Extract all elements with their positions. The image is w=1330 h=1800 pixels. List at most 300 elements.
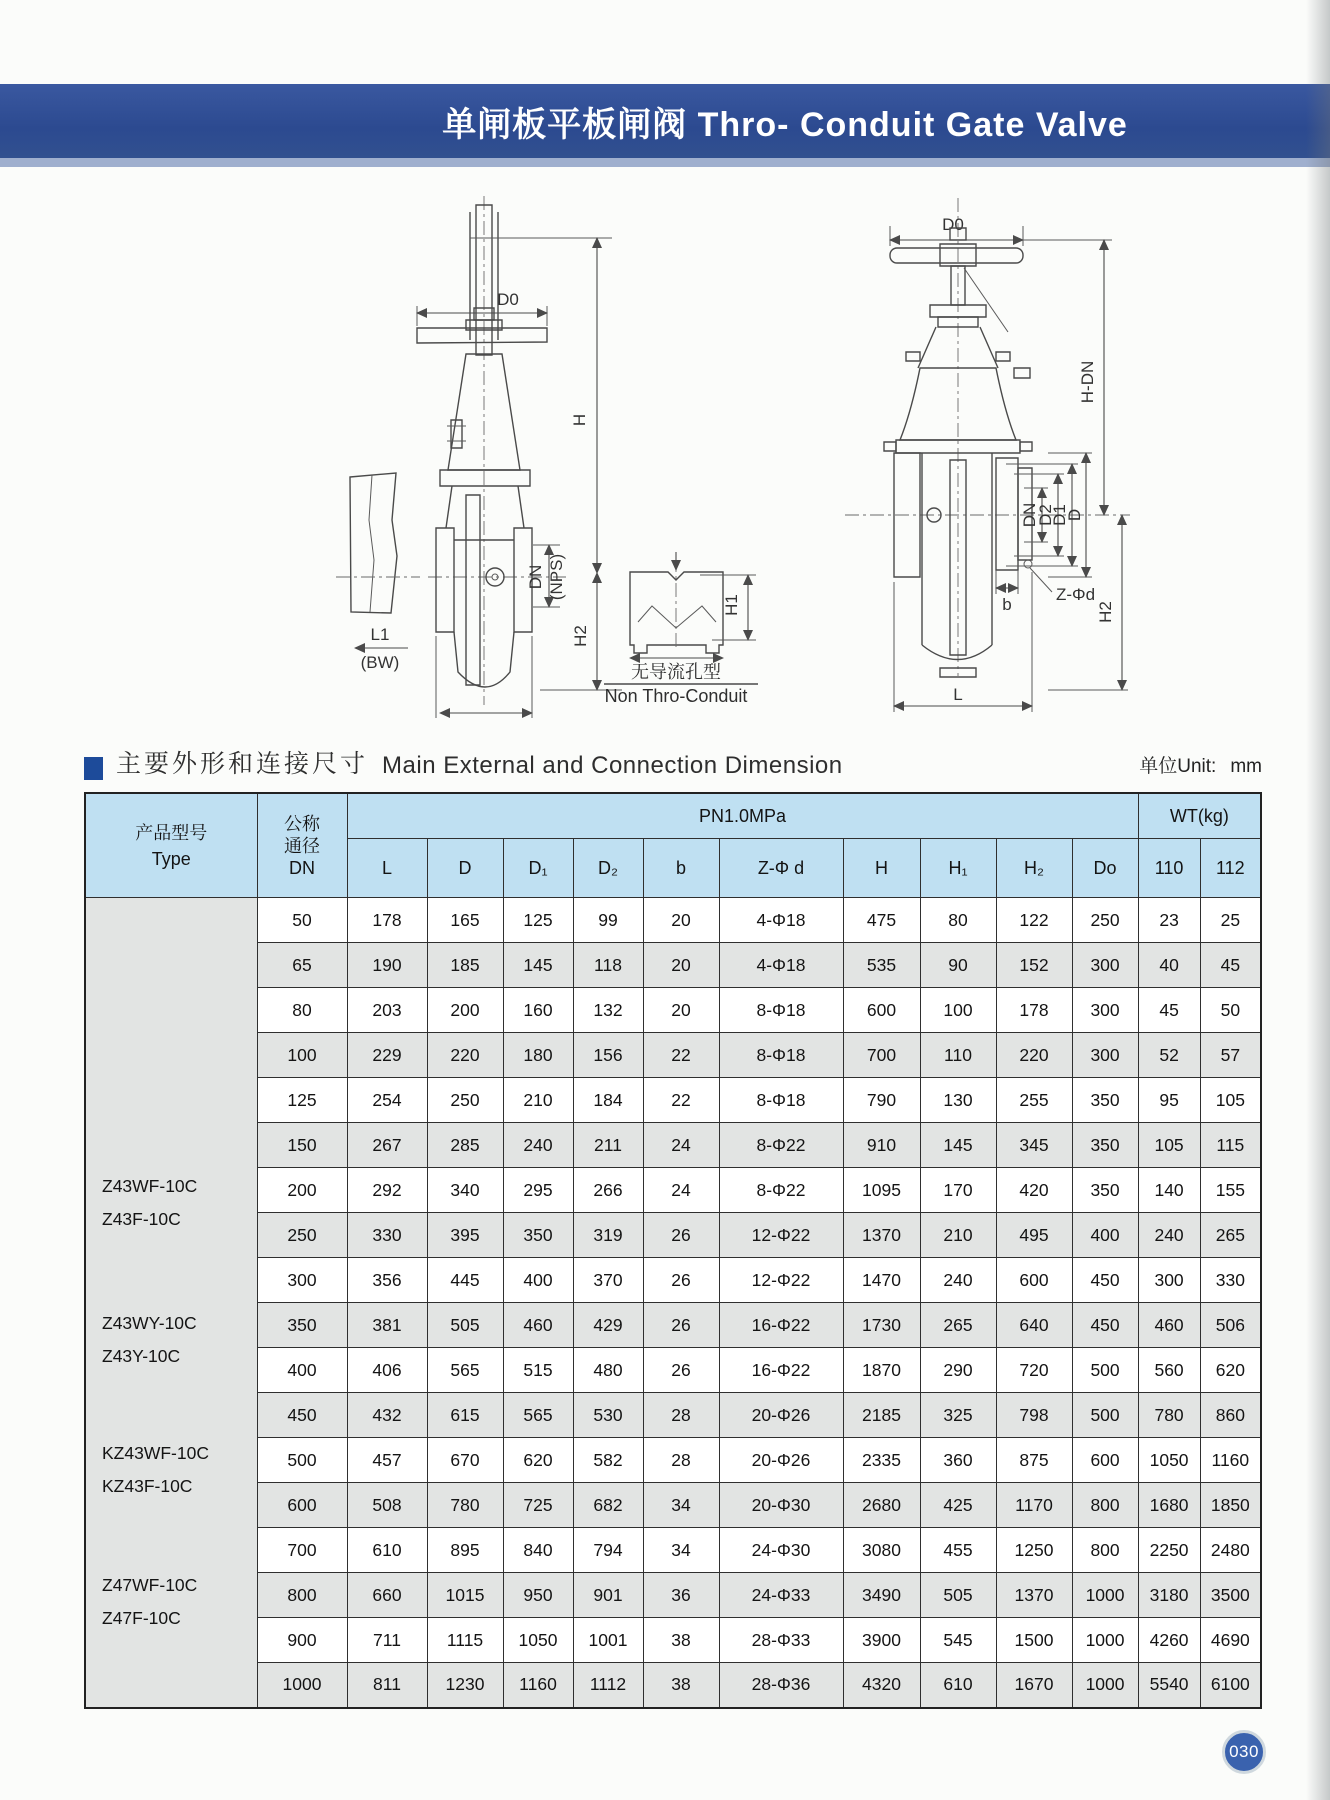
value-cell: 1670 bbox=[996, 1663, 1072, 1708]
value-cell: 290 bbox=[920, 1348, 996, 1393]
value-cell: 122 bbox=[996, 898, 1072, 943]
unit-note bbox=[1139, 751, 1262, 780]
value-cell: 515 bbox=[503, 1348, 573, 1393]
value-cell: 875 bbox=[996, 1438, 1072, 1483]
section-heading bbox=[84, 744, 1262, 780]
value-cell: 910 bbox=[843, 1123, 920, 1168]
left-valve-drawing bbox=[336, 196, 758, 718]
value-cell: 45 bbox=[1138, 988, 1200, 1033]
value-cell: 4-Φ18 bbox=[719, 898, 843, 943]
value-cell: 800 bbox=[1072, 1483, 1138, 1528]
value-cell: 300 bbox=[1138, 1258, 1200, 1303]
value-cell: 350 bbox=[1072, 1168, 1138, 1213]
value-cell: 300 bbox=[1072, 943, 1138, 988]
value-cell: 2480 bbox=[1200, 1528, 1261, 1573]
value-cell: 28 bbox=[643, 1393, 719, 1438]
dn-cell: 350 bbox=[257, 1303, 347, 1348]
value-cell: 20 bbox=[643, 943, 719, 988]
value-cell: 615 bbox=[427, 1393, 503, 1438]
value-cell: 45 bbox=[1200, 943, 1261, 988]
value-cell: 156 bbox=[573, 1033, 643, 1078]
value-cell: 95 bbox=[1138, 1078, 1200, 1123]
dn-cell: 150 bbox=[257, 1123, 347, 1168]
type-label: Z43WF-10C bbox=[102, 1176, 198, 1196]
value-cell: 500 bbox=[1072, 1393, 1138, 1438]
value-cell: 560 bbox=[1138, 1348, 1200, 1393]
table-row bbox=[85, 1348, 1261, 1393]
table-row bbox=[85, 898, 1261, 943]
value-cell: 1115 bbox=[427, 1618, 503, 1663]
value-cell: 267 bbox=[347, 1123, 427, 1168]
header-wt-group: WT(kg) bbox=[1138, 793, 1261, 839]
dn-cell: 80 bbox=[257, 988, 347, 1033]
value-cell: 125 bbox=[503, 898, 573, 943]
dn-cell: 300 bbox=[257, 1258, 347, 1303]
header-type-zh: 产品型号 bbox=[135, 822, 208, 843]
value-cell: 203 bbox=[347, 988, 427, 1033]
value-cell: 165 bbox=[427, 898, 503, 943]
type-group bbox=[102, 1569, 197, 1635]
value-cell: 185 bbox=[427, 943, 503, 988]
value-cell: 2185 bbox=[843, 1393, 920, 1438]
value-cell: 1370 bbox=[996, 1573, 1072, 1618]
table-body bbox=[85, 898, 1261, 1708]
value-cell: 200 bbox=[427, 988, 503, 1033]
section-title-zh: 主要外形和连接尺寸 bbox=[116, 750, 369, 778]
title-banner bbox=[0, 84, 1330, 158]
value-cell: 460 bbox=[1138, 1303, 1200, 1348]
value-cell: 24 bbox=[643, 1168, 719, 1213]
value-cell: 811 bbox=[347, 1663, 427, 1708]
value-cell: 52 bbox=[1138, 1033, 1200, 1078]
value-cell: 6100 bbox=[1200, 1663, 1261, 1708]
value-cell: 600 bbox=[843, 988, 920, 1033]
value-cell: 445 bbox=[427, 1258, 503, 1303]
value-cell: 38 bbox=[643, 1663, 719, 1708]
value-cell: 250 bbox=[1072, 898, 1138, 943]
value-cell: 670 bbox=[427, 1438, 503, 1483]
value-cell: 330 bbox=[347, 1213, 427, 1258]
value-cell: 475 bbox=[843, 898, 920, 943]
value-cell: 1230 bbox=[427, 1663, 503, 1708]
value-cell: 8-Φ22 bbox=[719, 1123, 843, 1168]
page-number-badge: 030 bbox=[1222, 1730, 1266, 1774]
value-cell: 8-Φ18 bbox=[719, 1078, 843, 1123]
value-cell: 1001 bbox=[573, 1618, 643, 1663]
scan-edge-shading bbox=[1306, 0, 1330, 1800]
value-cell: 1470 bbox=[843, 1258, 920, 1303]
type-group bbox=[102, 1437, 209, 1503]
section-bullet-icon bbox=[84, 757, 103, 780]
value-cell: 1680 bbox=[1138, 1483, 1200, 1528]
unit-label: 单位Unit: bbox=[1139, 756, 1217, 777]
value-cell: 110 bbox=[920, 1033, 996, 1078]
value-cell: 420 bbox=[996, 1168, 1072, 1213]
value-cell: 178 bbox=[996, 988, 1072, 1033]
value-cell: 425 bbox=[920, 1483, 996, 1528]
value-cell: 535 bbox=[843, 943, 920, 988]
dn-cell: 100 bbox=[257, 1033, 347, 1078]
header-pn-group: PN1.0MPa bbox=[347, 793, 1138, 839]
value-cell: 155 bbox=[1200, 1168, 1261, 1213]
value-cell: 140 bbox=[1138, 1168, 1200, 1213]
value-cell: 1370 bbox=[843, 1213, 920, 1258]
value-cell: 118 bbox=[573, 943, 643, 988]
value-cell: 8-Φ22 bbox=[719, 1168, 843, 1213]
value-cell: 450 bbox=[1072, 1303, 1138, 1348]
value-cell: 254 bbox=[347, 1078, 427, 1123]
header-col-D: D bbox=[427, 839, 503, 898]
value-cell: 1170 bbox=[996, 1483, 1072, 1528]
value-cell: 798 bbox=[996, 1393, 1072, 1438]
left-dim-nps-label: (NPS) bbox=[547, 553, 566, 601]
value-cell: 530 bbox=[573, 1393, 643, 1438]
value-cell: 240 bbox=[503, 1123, 573, 1168]
value-cell: 50 bbox=[1200, 988, 1261, 1033]
header-dn-line3: DN bbox=[289, 857, 315, 878]
value-cell: 682 bbox=[573, 1483, 643, 1528]
value-cell: 3490 bbox=[843, 1573, 920, 1618]
value-cell: 360 bbox=[920, 1438, 996, 1483]
value-cell: 370 bbox=[573, 1258, 643, 1303]
value-cell: 1015 bbox=[427, 1573, 503, 1618]
value-cell: 620 bbox=[503, 1438, 573, 1483]
value-cell: 1850 bbox=[1200, 1483, 1261, 1528]
value-cell: 780 bbox=[427, 1483, 503, 1528]
value-cell: 640 bbox=[996, 1303, 1072, 1348]
value-cell: 3080 bbox=[843, 1528, 920, 1573]
value-cell: 450 bbox=[1072, 1258, 1138, 1303]
value-cell: 1000 bbox=[1072, 1573, 1138, 1618]
value-cell: 26 bbox=[643, 1258, 719, 1303]
left-dim-d0-label: D0 bbox=[497, 290, 519, 309]
value-cell: 105 bbox=[1138, 1123, 1200, 1168]
right-dim-d0-label: D0 bbox=[942, 215, 964, 234]
value-cell: 610 bbox=[347, 1528, 427, 1573]
right-dim-d-label: D bbox=[1065, 508, 1084, 522]
value-cell: 4260 bbox=[1138, 1618, 1200, 1663]
right-dim-h2-label: H2 bbox=[1096, 601, 1115, 623]
dn-cell: 600 bbox=[257, 1483, 347, 1528]
header-type bbox=[85, 793, 257, 898]
header-col-b: b bbox=[643, 839, 719, 898]
value-cell: 725 bbox=[503, 1483, 573, 1528]
value-cell: 794 bbox=[573, 1528, 643, 1573]
value-cell: 80 bbox=[920, 898, 996, 943]
value-cell: 1730 bbox=[843, 1303, 920, 1348]
value-cell: 3500 bbox=[1200, 1573, 1261, 1618]
value-cell: 429 bbox=[573, 1303, 643, 1348]
value-cell: 229 bbox=[347, 1033, 427, 1078]
table-row bbox=[85, 1483, 1261, 1528]
value-cell: 22 bbox=[643, 1078, 719, 1123]
right-dim-dn-label: DN bbox=[1020, 502, 1039, 528]
value-cell: 1050 bbox=[503, 1618, 573, 1663]
value-cell: 23 bbox=[1138, 898, 1200, 943]
dn-cell: 800 bbox=[257, 1573, 347, 1618]
value-cell: 1870 bbox=[843, 1348, 920, 1393]
value-cell: 12-Φ22 bbox=[719, 1213, 843, 1258]
value-cell: 250 bbox=[427, 1078, 503, 1123]
table-row bbox=[85, 1618, 1261, 1663]
value-cell: 400 bbox=[1072, 1213, 1138, 1258]
value-cell: 460 bbox=[503, 1303, 573, 1348]
header-col-H1: H₁ bbox=[920, 839, 996, 898]
value-cell: 600 bbox=[1072, 1438, 1138, 1483]
type-label: Z43WY-10C bbox=[102, 1313, 197, 1333]
insert-caption-en: Non Thro-Conduit bbox=[604, 686, 748, 706]
value-cell: 20 bbox=[643, 898, 719, 943]
value-cell: 145 bbox=[503, 943, 573, 988]
value-cell: 16-Φ22 bbox=[719, 1303, 843, 1348]
value-cell: 115 bbox=[1200, 1123, 1261, 1168]
value-cell: 184 bbox=[573, 1078, 643, 1123]
value-cell: 211 bbox=[573, 1123, 643, 1168]
value-cell: 901 bbox=[573, 1573, 643, 1618]
value-cell: 28-Φ33 bbox=[719, 1618, 843, 1663]
type-label: Z47F-10C bbox=[102, 1608, 181, 1628]
right-dim-l-label: L bbox=[953, 685, 963, 704]
value-cell: 505 bbox=[920, 1573, 996, 1618]
value-cell: 1112 bbox=[573, 1663, 643, 1708]
dn-cell: 400 bbox=[257, 1348, 347, 1393]
table-row bbox=[85, 988, 1261, 1033]
value-cell: 210 bbox=[503, 1078, 573, 1123]
value-cell: 100 bbox=[920, 988, 996, 1033]
header-col-zphid: Z-Φ d bbox=[719, 839, 843, 898]
value-cell: 8-Φ18 bbox=[719, 988, 843, 1033]
table-row bbox=[85, 1393, 1261, 1438]
header-col-H2: H₂ bbox=[996, 839, 1072, 898]
value-cell: 24 bbox=[643, 1123, 719, 1168]
value-cell: 300 bbox=[1072, 1033, 1138, 1078]
value-cell: 300 bbox=[1072, 988, 1138, 1033]
right-dim-b-label: b bbox=[1002, 595, 1012, 614]
left-dim-h-label: H bbox=[570, 413, 589, 427]
value-cell: 152 bbox=[996, 943, 1072, 988]
value-cell: 860 bbox=[1200, 1393, 1261, 1438]
value-cell: 620 bbox=[1200, 1348, 1261, 1393]
value-cell: 20 bbox=[643, 988, 719, 1033]
value-cell: 178 bbox=[347, 898, 427, 943]
value-cell: 20-Φ30 bbox=[719, 1483, 843, 1528]
right-dim-d2-label: D2 bbox=[1036, 504, 1055, 526]
value-cell: 36 bbox=[643, 1573, 719, 1618]
header-dn bbox=[257, 793, 347, 898]
right-dim-zphid-label: Z-Φd bbox=[1056, 585, 1096, 604]
dn-cell: 500 bbox=[257, 1438, 347, 1483]
value-cell: 25 bbox=[1200, 898, 1261, 943]
type-column-cell bbox=[85, 898, 257, 1708]
value-cell: 400 bbox=[503, 1258, 573, 1303]
value-cell: 350 bbox=[1072, 1123, 1138, 1168]
value-cell: 5540 bbox=[1138, 1663, 1200, 1708]
value-cell: 170 bbox=[920, 1168, 996, 1213]
table-row bbox=[85, 1213, 1261, 1258]
type-label: KZ43WF-10C bbox=[102, 1443, 209, 1463]
value-cell: 350 bbox=[1072, 1078, 1138, 1123]
type-label: Z43Y-10C bbox=[102, 1346, 181, 1366]
table-row bbox=[85, 1078, 1261, 1123]
value-cell: 16-Φ22 bbox=[719, 1348, 843, 1393]
value-cell: 340 bbox=[427, 1168, 503, 1213]
value-cell: 99 bbox=[573, 898, 643, 943]
header-col-wt110: 110 bbox=[1138, 839, 1200, 898]
value-cell: 457 bbox=[347, 1438, 427, 1483]
section-title-en: Main External and Connection Dimension bbox=[382, 752, 843, 779]
table-row bbox=[85, 1168, 1261, 1213]
value-cell: 582 bbox=[573, 1438, 643, 1483]
value-cell: 895 bbox=[427, 1528, 503, 1573]
value-cell: 220 bbox=[427, 1033, 503, 1078]
value-cell: 545 bbox=[920, 1618, 996, 1663]
value-cell: 180 bbox=[503, 1033, 573, 1078]
value-cell: 292 bbox=[347, 1168, 427, 1213]
value-cell: 24-Φ30 bbox=[719, 1528, 843, 1573]
dimension-table bbox=[84, 792, 1262, 1709]
value-cell: 210 bbox=[920, 1213, 996, 1258]
value-cell: 160 bbox=[503, 988, 573, 1033]
value-cell: 700 bbox=[843, 1033, 920, 1078]
type-label: KZ43F-10C bbox=[102, 1476, 193, 1496]
value-cell: 240 bbox=[920, 1258, 996, 1303]
value-cell: 600 bbox=[996, 1258, 1072, 1303]
value-cell: 90 bbox=[920, 943, 996, 988]
value-cell: 330 bbox=[1200, 1258, 1261, 1303]
value-cell: 1160 bbox=[1200, 1438, 1261, 1483]
dn-cell: 200 bbox=[257, 1168, 347, 1213]
value-cell: 22 bbox=[643, 1033, 719, 1078]
left-dim-l1-label: L1 bbox=[370, 625, 390, 644]
value-cell: 2335 bbox=[843, 1438, 920, 1483]
value-cell: 266 bbox=[573, 1168, 643, 1213]
header-col-Do: Do bbox=[1072, 839, 1138, 898]
type-group bbox=[102, 1170, 197, 1236]
header-col-D1: D₁ bbox=[503, 839, 573, 898]
table-row bbox=[85, 1438, 1261, 1483]
value-cell: 500 bbox=[1072, 1348, 1138, 1393]
value-cell: 455 bbox=[920, 1528, 996, 1573]
value-cell: 565 bbox=[427, 1348, 503, 1393]
left-dim-h2-label: H2 bbox=[571, 625, 590, 647]
value-cell: 3180 bbox=[1138, 1573, 1200, 1618]
value-cell: 130 bbox=[920, 1078, 996, 1123]
value-cell: 2680 bbox=[843, 1483, 920, 1528]
dn-cell: 900 bbox=[257, 1618, 347, 1663]
value-cell: 26 bbox=[643, 1213, 719, 1258]
value-cell: 132 bbox=[573, 988, 643, 1033]
table-row bbox=[85, 1033, 1261, 1078]
value-cell: 26 bbox=[643, 1303, 719, 1348]
value-cell: 3900 bbox=[843, 1618, 920, 1663]
dn-cell: 700 bbox=[257, 1528, 347, 1573]
page-title: 单闸板平板闸阀 Thro- Conduit Gate Valve bbox=[442, 105, 1128, 144]
value-cell: 26 bbox=[643, 1348, 719, 1393]
value-cell: 508 bbox=[347, 1483, 427, 1528]
value-cell: 20-Φ26 bbox=[719, 1393, 843, 1438]
value-cell: 790 bbox=[843, 1078, 920, 1123]
header-col-L: L bbox=[347, 839, 427, 898]
value-cell: 38 bbox=[643, 1618, 719, 1663]
value-cell: 4-Φ18 bbox=[719, 943, 843, 988]
dn-cell: 250 bbox=[257, 1213, 347, 1258]
value-cell: 1160 bbox=[503, 1663, 573, 1708]
value-cell: 265 bbox=[1200, 1213, 1261, 1258]
value-cell: 356 bbox=[347, 1258, 427, 1303]
value-cell: 265 bbox=[920, 1303, 996, 1348]
header-type-en: Type bbox=[151, 848, 191, 869]
right-valve-drawing bbox=[845, 198, 1130, 712]
type-label: Z47WF-10C bbox=[102, 1575, 198, 1595]
value-cell: 480 bbox=[573, 1348, 643, 1393]
table-row bbox=[85, 1663, 1261, 1708]
insert-caption-zh: 无导流孔型 bbox=[631, 662, 721, 682]
table-row bbox=[85, 1123, 1261, 1168]
header-dn-line1: 公称 bbox=[284, 813, 320, 834]
value-cell: 8-Φ18 bbox=[719, 1033, 843, 1078]
value-cell: 345 bbox=[996, 1123, 1072, 1168]
insert-dim-h1-label: H1 bbox=[722, 594, 741, 616]
value-cell: 1500 bbox=[996, 1618, 1072, 1663]
value-cell: 432 bbox=[347, 1393, 427, 1438]
value-cell: 4690 bbox=[1200, 1618, 1261, 1663]
value-cell: 319 bbox=[573, 1213, 643, 1258]
value-cell: 295 bbox=[503, 1168, 573, 1213]
header-col-H: H bbox=[843, 839, 920, 898]
value-cell: 240 bbox=[1138, 1213, 1200, 1258]
valve-technical-drawings bbox=[0, 165, 1330, 760]
value-cell: 325 bbox=[920, 1393, 996, 1438]
value-cell: 40 bbox=[1138, 943, 1200, 988]
value-cell: 800 bbox=[1072, 1528, 1138, 1573]
table-row bbox=[85, 1528, 1261, 1573]
header-col-D2: D₂ bbox=[573, 839, 643, 898]
value-cell: 720 bbox=[996, 1348, 1072, 1393]
value-cell: 255 bbox=[996, 1078, 1072, 1123]
value-cell: 1000 bbox=[1072, 1663, 1138, 1708]
value-cell: 395 bbox=[427, 1213, 503, 1258]
table-row bbox=[85, 1303, 1261, 1348]
left-dim-bw-label: (BW) bbox=[360, 653, 400, 672]
value-cell: 28-Φ36 bbox=[719, 1663, 843, 1708]
value-cell: 34 bbox=[643, 1528, 719, 1573]
unit-value: mm bbox=[1230, 756, 1262, 777]
value-cell: 190 bbox=[347, 943, 427, 988]
value-cell: 105 bbox=[1200, 1078, 1261, 1123]
dn-cell: 125 bbox=[257, 1078, 347, 1123]
value-cell: 145 bbox=[920, 1123, 996, 1168]
value-cell: 20-Φ26 bbox=[719, 1438, 843, 1483]
value-cell: 12-Φ22 bbox=[719, 1258, 843, 1303]
value-cell: 711 bbox=[347, 1618, 427, 1663]
type-label: Z43F-10C bbox=[102, 1209, 181, 1229]
value-cell: 1250 bbox=[996, 1528, 1072, 1573]
value-cell: 350 bbox=[503, 1213, 573, 1258]
value-cell: 660 bbox=[347, 1573, 427, 1618]
dn-cell: 50 bbox=[257, 898, 347, 943]
value-cell: 285 bbox=[427, 1123, 503, 1168]
value-cell: 505 bbox=[427, 1303, 503, 1348]
type-group bbox=[102, 1307, 197, 1373]
value-cell: 220 bbox=[996, 1033, 1072, 1078]
non-thro-conduit-insert bbox=[604, 552, 758, 706]
value-cell: 2250 bbox=[1138, 1528, 1200, 1573]
value-cell: 610 bbox=[920, 1663, 996, 1708]
right-dim-hdn-label: H-DN bbox=[1078, 360, 1097, 404]
dn-cell: 1000 bbox=[257, 1663, 347, 1708]
value-cell: 4320 bbox=[843, 1663, 920, 1708]
value-cell: 34 bbox=[643, 1483, 719, 1528]
